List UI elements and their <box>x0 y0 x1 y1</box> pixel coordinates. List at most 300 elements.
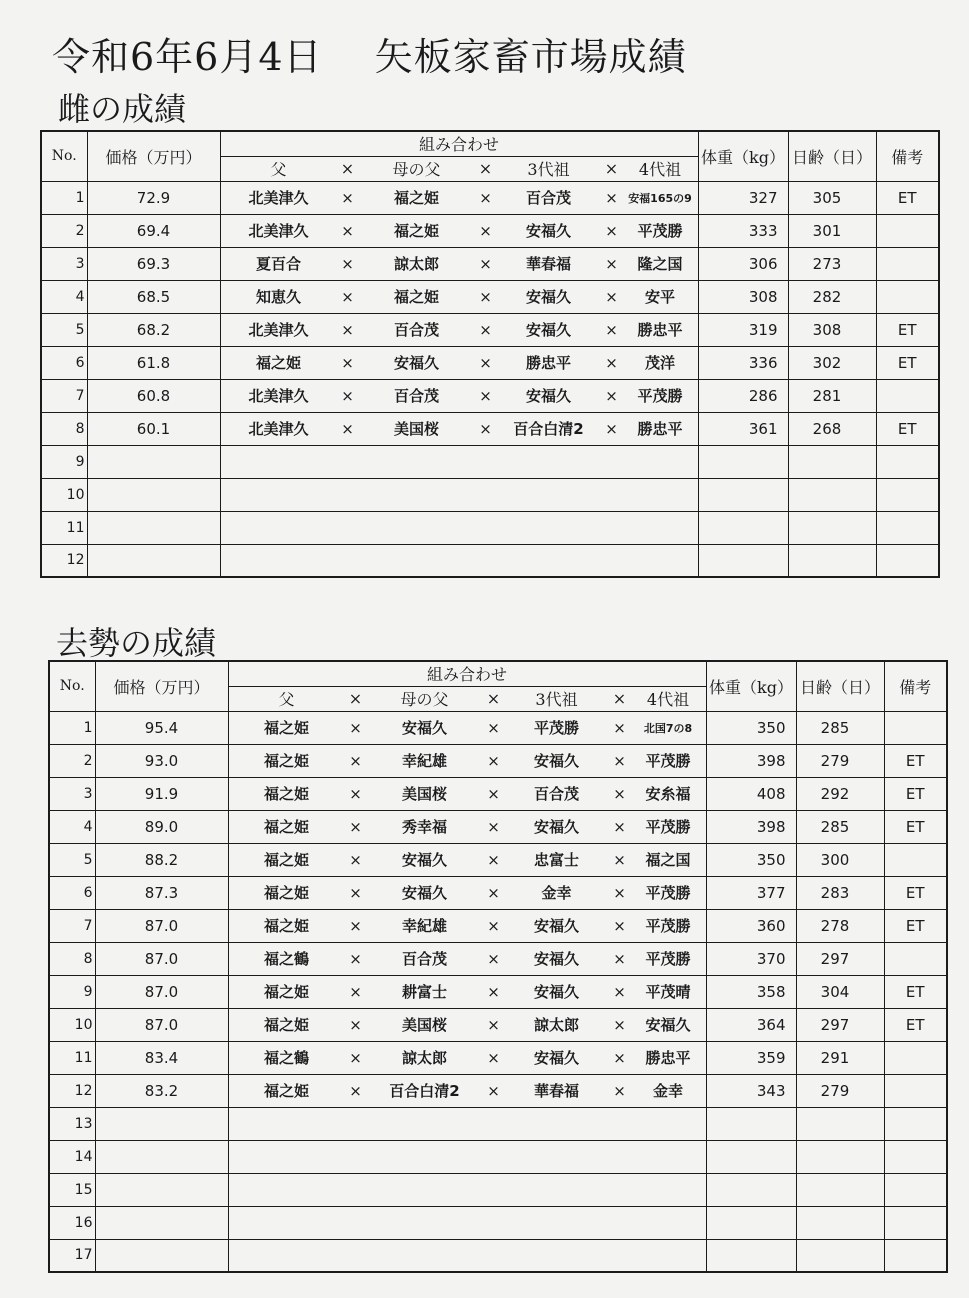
maternal-grandsire: 幸紀雄 <box>401 752 447 770</box>
header-fourth: 4代祖 <box>646 690 690 709</box>
row-age <box>796 1206 884 1239</box>
fourth-ancestor: 茂洋 <box>644 354 675 372</box>
cross: × <box>341 254 354 273</box>
row-age: 302 <box>788 346 876 379</box>
maternal-grandsire: 安福久 <box>401 719 447 737</box>
row-age <box>796 1173 884 1206</box>
row-price: 83.2 <box>95 1074 228 1107</box>
row-age: 282 <box>788 280 876 313</box>
header-row <box>41 131 939 156</box>
row-price <box>95 1239 228 1272</box>
row-price <box>87 511 220 544</box>
row-age: 297 <box>796 1008 884 1041</box>
header-x: × <box>478 159 493 178</box>
row-combination <box>220 181 698 214</box>
header-weight: 体重（kg） <box>706 661 796 711</box>
row-note <box>876 247 939 280</box>
row-age: 305 <box>788 181 876 214</box>
cross: × <box>487 883 500 902</box>
row-number: 16 <box>49 1206 95 1239</box>
row-number: 8 <box>41 412 87 445</box>
third-ancestor: 安福久 <box>533 1049 579 1067</box>
table-row <box>49 975 947 1008</box>
third-ancestor: 安福久 <box>533 917 579 935</box>
table-row <box>49 876 947 909</box>
fourth-ancestor: 平茂勝 <box>645 917 691 935</box>
row-age: 285 <box>796 810 884 843</box>
row-price: 87.3 <box>95 876 228 909</box>
row-age: 278 <box>796 909 884 942</box>
row-note <box>884 1140 947 1173</box>
combination-subheaders <box>220 156 698 181</box>
table-row <box>49 1173 947 1206</box>
row-age: 273 <box>788 247 876 280</box>
fourth-ancestor: 金幸 <box>652 1082 683 1100</box>
row-price: 89.0 <box>95 810 228 843</box>
row-note <box>876 379 939 412</box>
row-price: 87.0 <box>95 1008 228 1041</box>
header-combination: 組み合わせ <box>220 131 698 156</box>
maternal-grandsire: 美国桜 <box>401 785 447 803</box>
sire: 北美津久 <box>248 222 309 240</box>
row-combination <box>228 1239 706 1272</box>
cross: × <box>613 949 626 968</box>
row-weight: 306 <box>698 247 788 280</box>
fourth-ancestor: 勝忠平 <box>637 420 683 438</box>
table-row <box>49 1206 947 1239</box>
table-row <box>49 1239 947 1272</box>
row-combination <box>220 511 698 544</box>
female-results-table <box>40 130 940 578</box>
cross: × <box>479 254 492 273</box>
header-price: 価格（万円） <box>95 661 228 711</box>
row-number: 2 <box>41 214 87 247</box>
row-note: ET <box>876 313 939 346</box>
table-row <box>41 214 939 247</box>
fourth-ancestor: 隆之国 <box>637 255 683 273</box>
row-number: 10 <box>49 1008 95 1041</box>
cross: × <box>605 386 618 405</box>
row-weight: 360 <box>706 909 796 942</box>
header-x: × <box>486 689 501 708</box>
table-row <box>49 711 947 744</box>
maternal-grandsire: 幸紀雄 <box>401 917 447 935</box>
header-row <box>49 661 947 686</box>
fourth-ancestor: 安平 <box>644 288 675 306</box>
row-weight: 350 <box>706 843 796 876</box>
row-price: 88.2 <box>95 843 228 876</box>
cross: × <box>613 817 626 836</box>
cross: × <box>487 916 500 935</box>
row-price <box>87 445 220 478</box>
cross: × <box>487 751 500 770</box>
third-ancestor: 安福久 <box>525 321 571 339</box>
fourth-ancestor: 安福165の9 <box>628 191 692 205</box>
row-note: ET <box>884 975 947 1008</box>
cross: × <box>605 221 618 240</box>
row-price: 68.2 <box>87 313 220 346</box>
row-price: 68.5 <box>87 280 220 313</box>
row-weight: 336 <box>698 346 788 379</box>
sire: 北美津久 <box>248 420 309 438</box>
cross: × <box>487 850 500 869</box>
fourth-ancestor: 福之国 <box>645 851 691 869</box>
row-note: ET <box>876 346 939 379</box>
cross: × <box>479 221 492 240</box>
sire: 福之鶴 <box>263 950 309 968</box>
row-note: ET <box>884 1008 947 1041</box>
row-note <box>876 280 939 313</box>
maternal-grandsire: 福之姫 <box>393 222 439 240</box>
row-number: 17 <box>49 1239 95 1272</box>
row-number: 14 <box>49 1140 95 1173</box>
row-age: 300 <box>796 843 884 876</box>
sire: 北美津久 <box>248 321 309 339</box>
row-price <box>95 1206 228 1239</box>
row-combination <box>228 975 706 1008</box>
header-fourth: 4代祖 <box>638 160 682 179</box>
sire: 福之姫 <box>255 354 301 372</box>
row-age: 292 <box>796 777 884 810</box>
table-row <box>49 744 947 777</box>
row-combination <box>220 478 698 511</box>
row-number: 15 <box>49 1173 95 1206</box>
header-x: × <box>612 689 627 708</box>
fourth-ancestor: 平茂勝 <box>645 884 691 902</box>
row-weight: 343 <box>706 1074 796 1107</box>
third-ancestor: 百合茂 <box>525 189 571 207</box>
row-age: 308 <box>788 313 876 346</box>
row-weight: 358 <box>706 975 796 1008</box>
table-row <box>41 346 939 379</box>
row-note: ET <box>876 412 939 445</box>
row-number: 3 <box>49 777 95 810</box>
third-ancestor: 安福久 <box>533 752 579 770</box>
third-ancestor: 百合茂 <box>533 785 579 803</box>
third-ancestor: 金幸 <box>541 884 572 902</box>
sire: 福之姫 <box>263 752 309 770</box>
table-row <box>49 1074 947 1107</box>
row-number: 12 <box>41 544 87 577</box>
maternal-grandsire: 百合白清2 <box>389 1082 460 1100</box>
cross: × <box>487 1048 500 1067</box>
maternal-grandsire: 諒太郎 <box>401 1049 447 1067</box>
row-combination <box>228 711 706 744</box>
cross: × <box>613 1048 626 1067</box>
table-row <box>49 1008 947 1041</box>
maternal-grandsire: 秀幸福 <box>401 818 447 836</box>
cross: × <box>487 784 500 803</box>
sire: 福之姫 <box>263 851 309 869</box>
cross: × <box>487 817 500 836</box>
row-number: 10 <box>41 478 87 511</box>
fourth-ancestor: 勝忠平 <box>645 1049 691 1067</box>
row-note <box>876 478 939 511</box>
row-number: 11 <box>49 1041 95 1074</box>
table-row <box>41 280 939 313</box>
row-number: 9 <box>49 975 95 1008</box>
cross: × <box>487 982 500 1001</box>
table-row <box>49 810 947 843</box>
sire: 福之姫 <box>263 1082 309 1100</box>
sire: 北美津久 <box>248 387 309 405</box>
female-section-title: 雌の成績 <box>58 90 187 128</box>
cross: × <box>613 784 626 803</box>
row-note: ET <box>876 181 939 214</box>
cross: × <box>613 883 626 902</box>
header-third: 3代祖 <box>535 690 578 709</box>
third-ancestor: 安福久 <box>533 818 579 836</box>
castrated-results-table <box>48 660 948 1273</box>
row-number: 5 <box>41 313 87 346</box>
cross: × <box>479 353 492 372</box>
cross: × <box>613 1081 626 1100</box>
row-price: 72.9 <box>87 181 220 214</box>
row-number: 8 <box>49 942 95 975</box>
row-price: 61.8 <box>87 346 220 379</box>
cross: × <box>349 817 362 836</box>
row-number: 6 <box>49 876 95 909</box>
cross: × <box>349 850 362 869</box>
cross: × <box>613 718 626 737</box>
cross: × <box>341 188 354 207</box>
header-age: 日齢（日） <box>788 131 876 181</box>
row-price: 69.3 <box>87 247 220 280</box>
row-weight <box>698 511 788 544</box>
row-combination <box>228 942 706 975</box>
row-combination <box>228 1173 706 1206</box>
header-weight: 体重（kg） <box>698 131 788 181</box>
sire: 福之姫 <box>263 785 309 803</box>
row-number: 6 <box>41 346 87 379</box>
row-number: 7 <box>41 379 87 412</box>
row-age <box>788 478 876 511</box>
cross: × <box>479 320 492 339</box>
cross: × <box>613 1015 626 1034</box>
row-note: ET <box>884 744 947 777</box>
row-weight: 398 <box>706 810 796 843</box>
header-note: 備考 <box>884 661 947 711</box>
third-ancestor: 諒太郎 <box>533 1016 579 1034</box>
combination-subheaders <box>228 686 706 711</box>
table-row <box>49 1041 947 1074</box>
header-combination: 組み合わせ <box>228 661 706 686</box>
cross: × <box>349 1015 362 1034</box>
cross: × <box>487 949 500 968</box>
third-ancestor: 百合白清2 <box>513 420 584 438</box>
row-combination <box>220 313 698 346</box>
row-weight <box>698 445 788 478</box>
cross: × <box>605 254 618 273</box>
row-number: 3 <box>41 247 87 280</box>
row-price: 91.9 <box>95 777 228 810</box>
header-age: 日齢（日） <box>796 661 884 711</box>
cross: × <box>605 188 618 207</box>
row-combination <box>228 744 706 777</box>
row-combination <box>220 280 698 313</box>
fourth-ancestor: 平茂勝 <box>645 818 691 836</box>
cross: × <box>349 1081 362 1100</box>
row-number: 7 <box>49 909 95 942</box>
row-weight <box>698 544 788 577</box>
sire: 福之姫 <box>263 1016 309 1034</box>
row-number: 4 <box>41 280 87 313</box>
cross: × <box>349 916 362 935</box>
row-note <box>876 445 939 478</box>
header-no: No. <box>49 661 95 711</box>
cross: × <box>479 419 492 438</box>
row-note <box>876 214 939 247</box>
page-title: 令和6年6月4日 矢板家畜市場成績 <box>52 35 687 79</box>
row-note: ET <box>884 876 947 909</box>
row-age: 297 <box>796 942 884 975</box>
third-ancestor: 勝忠平 <box>525 354 571 372</box>
third-ancestor: 安福久 <box>525 222 571 240</box>
fourth-ancestor: 安福久 <box>645 1016 691 1034</box>
sire: 福之姫 <box>263 917 309 935</box>
table-row <box>41 544 939 577</box>
table-row <box>41 313 939 346</box>
fourth-ancestor: 平茂勝 <box>645 950 691 968</box>
cross: × <box>349 949 362 968</box>
cross: × <box>341 353 354 372</box>
cross: × <box>349 751 362 770</box>
row-weight <box>706 1173 796 1206</box>
table-row <box>49 1140 947 1173</box>
sire: 夏百合 <box>255 255 301 273</box>
table-row <box>41 511 939 544</box>
row-weight: 398 <box>706 744 796 777</box>
row-combination <box>220 214 698 247</box>
maternal-grandsire: 美国桜 <box>393 420 439 438</box>
header-note: 備考 <box>876 131 939 181</box>
cross: × <box>487 1081 500 1100</box>
row-combination <box>220 544 698 577</box>
row-weight <box>698 478 788 511</box>
cross: × <box>349 718 362 737</box>
cross: × <box>341 287 354 306</box>
fourth-ancestor: 安糸福 <box>645 785 691 803</box>
header-x: × <box>604 159 619 178</box>
row-combination <box>220 445 698 478</box>
row-note <box>884 942 947 975</box>
sire: 北美津久 <box>248 189 309 207</box>
fourth-ancestor: 平茂勝 <box>637 222 683 240</box>
cross: × <box>605 353 618 372</box>
row-combination <box>220 412 698 445</box>
table-row <box>41 445 939 478</box>
row-note <box>876 544 939 577</box>
maternal-grandsire: 安福久 <box>401 851 447 869</box>
table-row <box>49 777 947 810</box>
header-father: 父 <box>270 160 287 179</box>
cross: × <box>349 883 362 902</box>
row-age <box>788 544 876 577</box>
fourth-ancestor: 北国7の8 <box>643 721 693 735</box>
row-number: 12 <box>49 1074 95 1107</box>
header-mother-father: 母の父 <box>392 160 441 179</box>
third-ancestor: 安福久 <box>525 387 571 405</box>
row-weight <box>706 1107 796 1140</box>
maternal-grandsire: 安福久 <box>401 884 447 902</box>
row-note <box>884 1074 947 1107</box>
row-note: ET <box>884 777 947 810</box>
row-weight: 361 <box>698 412 788 445</box>
row-combination <box>228 909 706 942</box>
row-weight: 333 <box>698 214 788 247</box>
row-note <box>884 1107 947 1140</box>
row-price <box>87 544 220 577</box>
row-weight: 286 <box>698 379 788 412</box>
cross: × <box>341 320 354 339</box>
third-ancestor: 華春福 <box>533 1082 579 1100</box>
row-price: 60.8 <box>87 379 220 412</box>
row-price: 87.0 <box>95 975 228 1008</box>
row-weight <box>706 1140 796 1173</box>
row-price: 93.0 <box>95 744 228 777</box>
row-weight: 377 <box>706 876 796 909</box>
row-weight: 359 <box>706 1041 796 1074</box>
row-combination <box>220 379 698 412</box>
row-price: 87.0 <box>95 909 228 942</box>
cross: × <box>349 784 362 803</box>
row-combination <box>228 1041 706 1074</box>
row-age: 281 <box>788 379 876 412</box>
row-weight: 370 <box>706 942 796 975</box>
table-row <box>41 247 939 280</box>
cross: × <box>613 982 626 1001</box>
castrated-section-title: 去勢の成績 <box>56 624 217 662</box>
fourth-ancestor: 勝忠平 <box>637 321 683 339</box>
row-note <box>884 1239 947 1272</box>
cross: × <box>605 419 618 438</box>
cross: × <box>479 386 492 405</box>
cross: × <box>605 287 618 306</box>
row-age <box>796 1140 884 1173</box>
row-weight: 364 <box>706 1008 796 1041</box>
header-no: No. <box>41 131 87 181</box>
row-note <box>884 843 947 876</box>
sire: 知恵久 <box>255 288 301 306</box>
row-combination <box>220 346 698 379</box>
row-age <box>796 1107 884 1140</box>
row-weight: 308 <box>698 280 788 313</box>
table-row <box>49 909 947 942</box>
table-row <box>41 478 939 511</box>
header-price: 価格（万円） <box>87 131 220 181</box>
sire: 福之姫 <box>263 884 309 902</box>
table-row <box>49 942 947 975</box>
row-age <box>788 445 876 478</box>
row-age: 268 <box>788 412 876 445</box>
row-note <box>884 1173 947 1206</box>
row-price <box>95 1173 228 1206</box>
row-weight <box>706 1239 796 1272</box>
maternal-grandsire: 耕富士 <box>401 983 447 1001</box>
cross: × <box>479 188 492 207</box>
row-note <box>884 1041 947 1074</box>
maternal-grandsire: 福之姫 <box>393 288 439 306</box>
sire: 福之鶴 <box>263 1049 309 1067</box>
row-price: 69.4 <box>87 214 220 247</box>
third-ancestor: 忠富士 <box>533 851 579 869</box>
row-combination <box>228 1206 706 1239</box>
row-number: 2 <box>49 744 95 777</box>
row-note <box>884 711 947 744</box>
header-x: × <box>348 689 363 708</box>
table-row <box>49 843 947 876</box>
row-combination <box>228 1107 706 1140</box>
